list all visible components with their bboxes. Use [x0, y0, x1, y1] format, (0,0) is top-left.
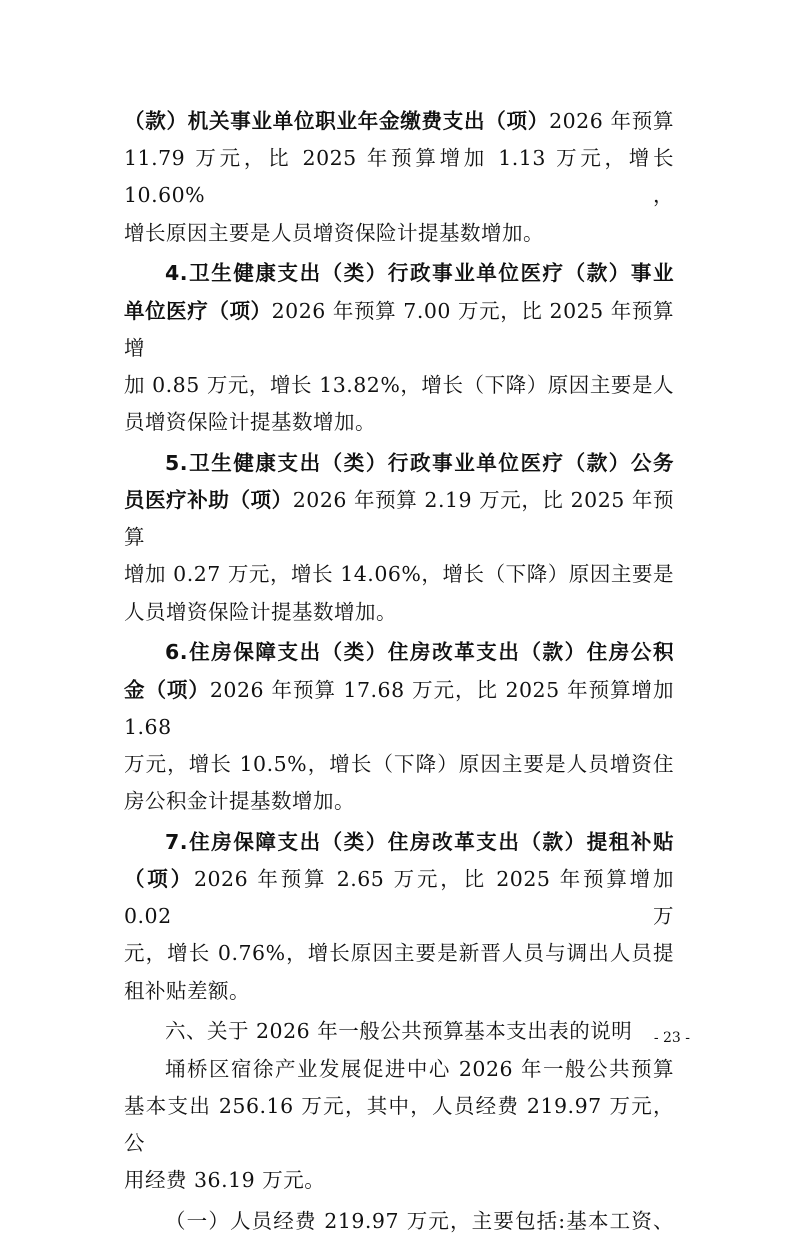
bold-item-title: （款）机关事业单位职业年金缴费支出（项）	[124, 109, 550, 133]
paragraph-text: 房公积金计提基数增加。	[124, 789, 355, 814]
page-number: - 23 -	[653, 1030, 690, 1046]
section-heading: 六、关于 2026 年一般公共预算基本支出表的说明	[165, 1019, 633, 1044]
paragraph-text: 2026 年预算 2.65 万元，比 2025 年预算增加 0.02 万	[124, 867, 674, 929]
paragraph-text: 埇桥区宿徐产业发展促进中心 2026 年一般公共预算	[165, 1056, 674, 1081]
paragraph-text: 2026 年预算 7.00 万元，比 2025 年预算增	[124, 298, 674, 360]
document-body	[124, 103, 674, 1240]
paragraph-text: 人员增资保险计提基数增加。	[124, 599, 397, 624]
paragraph-text: 基本支出 256.16 万元，其中，人员经费 219.97 万元，公	[124, 1093, 674, 1155]
paragraph-text: 2026 年预算 17.68 万元，比 2025 年预算增加 1.68	[124, 677, 674, 739]
paragraph-text: 用经费 36.19 万元。	[124, 1168, 326, 1193]
paragraph-text: 元，增长 0.76%，增长原因主要是新晋人员与调出人员提	[124, 941, 674, 966]
paragraph-housing-fund	[124, 634, 674, 820]
bold-item-title: （项）	[124, 867, 194, 892]
paragraph-text: 2026 年预算 2.19 万元，比 2025 年预算	[124, 488, 674, 550]
bold-item-title: 6.住房保障支出（类）住房改革支出（款）住房公积	[165, 640, 674, 665]
paragraph-text: 员增资保险计提基数增加。	[124, 410, 376, 435]
paragraph-text: （一）人员经费 219.97 万元，主要包括:基本工资、	[165, 1208, 674, 1233]
bold-item-title: 7.住房保障支出（类）住房改革支出（款）提租补贴	[165, 829, 674, 854]
paragraph-text: 2026 年预算	[549, 109, 675, 133]
paragraph-text: 万元，增长 10.5%，增长（下降）原因主要是人员增资住	[124, 751, 674, 776]
paragraph-text: 租补贴差额。	[124, 978, 250, 1003]
bold-item-title: 单位医疗（项）	[124, 298, 272, 323]
paragraph-personnel-expenses	[124, 1203, 674, 1240]
paragraph-text: 增长原因主要是人员增资保险计提基数增加。	[124, 220, 544, 245]
paragraph-pension-annuity	[124, 103, 674, 252]
bold-item-title: 4.卫生健康支出（类）行政事业单位医疗（款）事业	[165, 261, 674, 286]
paragraph-civil-servant-medical	[124, 445, 674, 631]
paragraph-institution-medical	[124, 255, 674, 441]
bold-item-title: 5.卫生健康支出（类）行政事业单位医疗（款）公务	[165, 450, 674, 475]
bold-item-title: 金（项）	[124, 677, 210, 702]
paragraph-rent-subsidy	[124, 824, 674, 1010]
paragraph-basic-expenditure	[124, 1051, 674, 1200]
bold-item-title: 员医疗补助（项）	[124, 488, 293, 513]
paragraph-text: 11.79 万元，比 2025 年预算增加 1.13 万元，增长 10.60%，	[124, 146, 674, 208]
paragraph-text: 加 0.85 万元，增长 13.82%，增长（下降）原因主要是人	[124, 372, 674, 397]
paragraph-text: 增加 0.27 万元，增长 14.06%，增长（下降）原因主要是	[124, 562, 674, 587]
